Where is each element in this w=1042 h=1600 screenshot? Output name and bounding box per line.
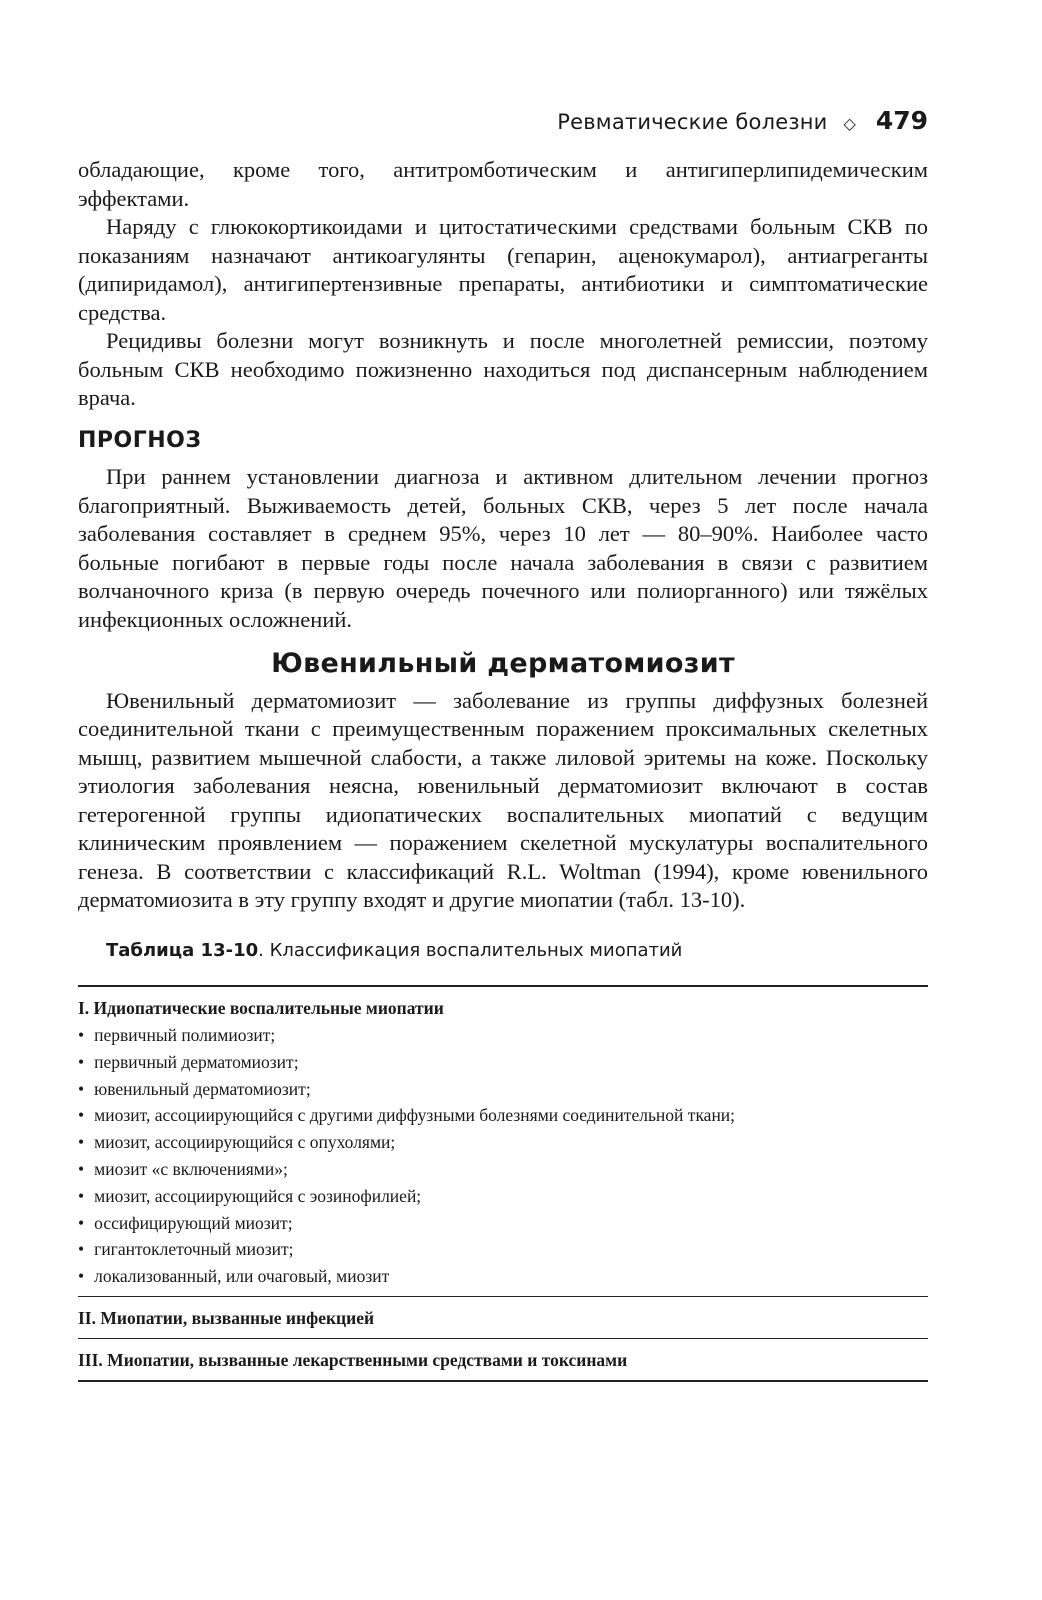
list-item: • ювенильный дерматомиозит; xyxy=(78,1076,928,1103)
list-item: • миозит, ассоциирующийся с опухолями; xyxy=(78,1129,928,1156)
table-group-idiopathic xyxy=(78,987,928,1297)
paragraph-relapses: Рецидивы болезни могут возникнуть и после многолетней ремиссии, поэтому больным СКВ необходимо пожизненно находиться под диспансерным наблюдением врача. xyxy=(78,328,928,410)
diamond-separator-icon: ◇ xyxy=(843,114,856,133)
classification-table xyxy=(78,985,928,1382)
paragraph-continued: обладающие, кроме того, антитромботическим и антигиперлипидемическим эффектами. xyxy=(78,157,928,211)
list-item: • миозит, ассоциирующийся с другими диффузными болезнями соединительной ткани; xyxy=(78,1102,928,1129)
paragraph-treatment: Наряду с глюкокортикоидами и цитостатическими средствами больным СКВ по показаниям назначают антикоагулянты (гепарин, аценокумарол), антиагреганты (дипиридамол), антигипертензивные препараты, антибиотики и симптоматические средства. xyxy=(78,214,928,325)
section-heading: Ювенильный дерматомиозит xyxy=(271,648,735,679)
section-paragraph: Ювенильный дерматомиозит — заболевание из группы диффузных болезней соединительной ткани с преимущественным поражением проксимальных скелетных мышц, развитием мышечной слабости, а также лиловой эритемы на коже. Поскольку этиология заболевания неясна, ювенильный дерматомиозит включают в состав гетерогенной группы идиопатических воспалительных миопатий с ведущим клиническим проявлением — поражением скелетной мускулатуры воспалительного генеза. В соответствии с классификаций R.L. Woltman (1994), кроме ювенильного дерматомиозита в эту группу входят и другие миопатии (табл. 13-10). xyxy=(78,687,928,912)
table-group-infection xyxy=(78,1297,928,1339)
table-group-title: II. Миопатии, вызванные инфекцией xyxy=(78,1307,375,1328)
table-group-list xyxy=(78,1022,928,1290)
table-caption xyxy=(106,937,928,966)
prognosis-heading: ПРОГНОЗ xyxy=(78,427,202,453)
prognosis-paragraph: При раннем установлении диагноза и активном длительном лечении прогноз благоприятный. Выживаемость детей, больных СКВ, через 5 лет после начала заболевания составляет в среднем 95%, через 10 лет — 80–90%. Наиболее часто больные погибают в первые годы после начала заболевания в связи с развитием волчаночного криза (в первую очередь почечного или полиорганного) или тяжёлых инфекционных осложнений. xyxy=(78,464,928,632)
list-item: • первичный дерматомиозит; xyxy=(78,1049,928,1076)
table-group-drugs xyxy=(78,1339,928,1382)
page-body xyxy=(78,156,928,1382)
list-item: • первичный полимиозит; xyxy=(78,1022,928,1049)
list-item: • миозит «с включениями»; xyxy=(78,1156,928,1183)
running-title: Ревматические болезни xyxy=(557,110,828,134)
list-item: • миозит, ассоциирующийся с эозинофилией; xyxy=(78,1183,928,1210)
list-item: • локализованный, или очаговый, миозит xyxy=(78,1263,928,1290)
table-group-title: III. Миопатии, вызванные лекарственными средствами и токсинами xyxy=(78,1349,628,1370)
table-number: Таблица 13-10 xyxy=(106,939,259,961)
page-number: 479 xyxy=(875,106,928,135)
list-item: • оссифицирующий миозит; xyxy=(78,1210,928,1237)
list-item: • гигантоклеточный миозит; xyxy=(78,1236,928,1263)
table-caption-text: . Классификация воспалительных миопатий xyxy=(258,939,683,961)
table-group-title: I. Идиопатические воспалительные миопатии xyxy=(78,998,444,1018)
running-header xyxy=(557,106,928,135)
